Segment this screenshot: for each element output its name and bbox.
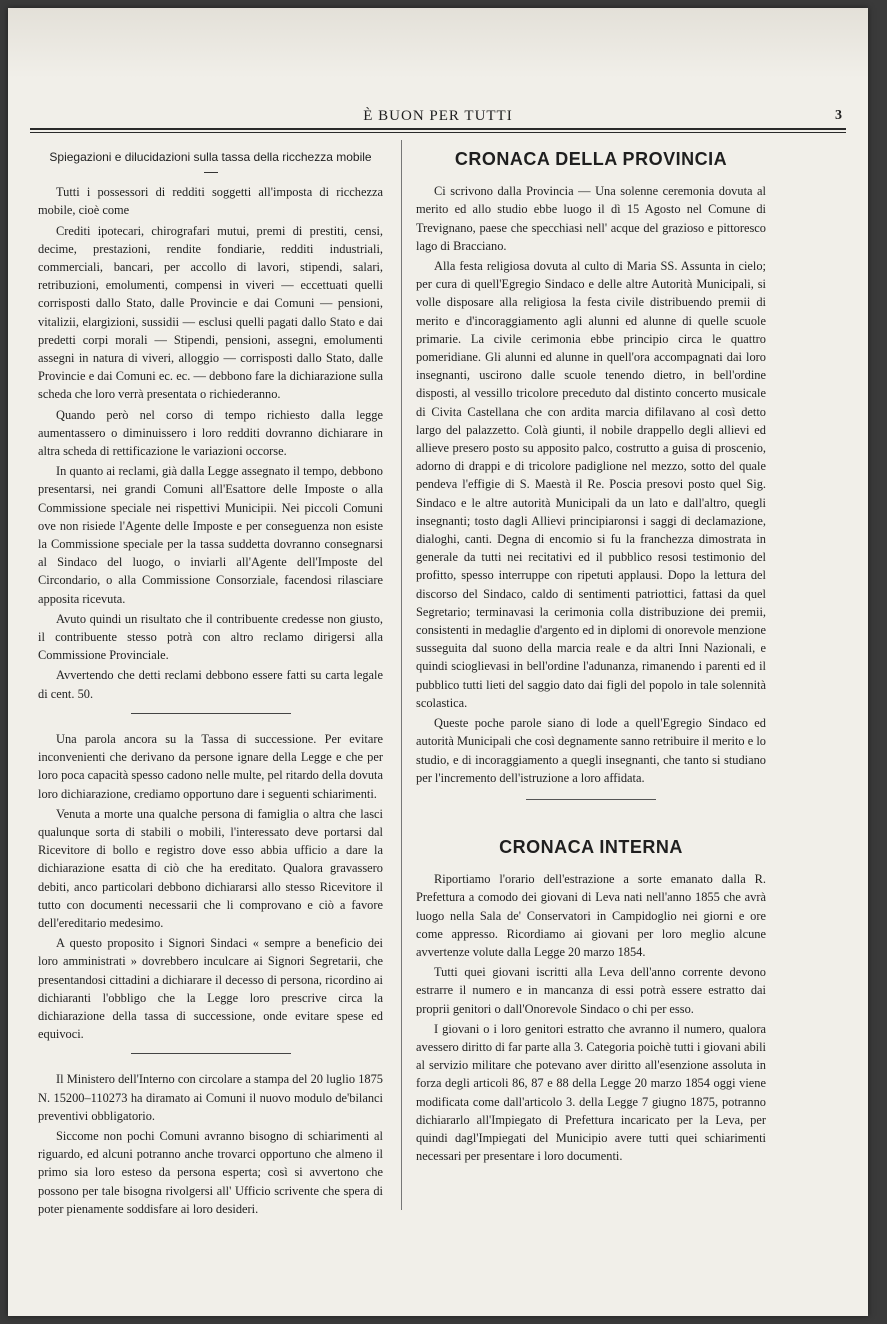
column-divider [401, 140, 402, 1210]
paragraph: Quando però nel corso di tempo richiesto dalla legge aumentassero o diminuissero i loro redditi dovranno dichiarare in altra scheda di rettificazione le variazioni occorse. [38, 407, 383, 459]
paragraph: I giovani o i loro genitori estratto che avranno il numero, qualora avessero diritto di far parte alla 3. Categoria poichè tutti i giovani abili al servizio militare che potevano aver diritto all'esenzione assoluta in forza degli articoli 86, 87 e 88 della Legge 20 marzo 1854 oggi viene modificata come dall'articolo 3. della Legge 7 giugno 1875, potranno dichiararlo all'Impiegato di Prefettura incaricato per la Leva, per quindi dagl'Impiegati del Municipio avere tutti quei schiarimenti necessari per presentare i loro documenti. [416, 1021, 766, 1164]
paragraph: Il Ministero dell'Interno con circolare a stampa del 20 luglio 1875 N. 15200–110273 ha diramato ai Comuni il nuovo modulo de'bilanci preventivi obbligatorio. [38, 1072, 383, 1123]
paragraph: Avuto quindi un risultato che il contribuente credesse non giusto, il contribuente stesso potrà con altro reclamo dirigersi alla Commissione Provinciale. [38, 611, 383, 663]
page-fold-shading [8, 8, 868, 78]
section-separator [131, 713, 291, 714]
paragraph: Tutti quei giovani iscritti alla Leva dell'anno corrente devono estrarre il numero e in mancanza di essi potrà essere estratto dai proprii genitori o dall'Onorevole Sindaco o chi per esso. [416, 965, 766, 1016]
paragraph: Avvertendo che detti reclami debbono essere fatti su carta legale di cent. 50. [38, 668, 383, 701]
section-separator [131, 1053, 291, 1054]
paragraph: Ci scrivono dalla Provincia — Una solenne ceremonia dovuta al merito ed allo studio ebbe luogo il dì 15 Agosto nel Comune di Trevignano, paese che specchiasi nell' acque del grazioso e pittoresco lago di Bracciano. [416, 184, 766, 253]
header-rule-thin [30, 132, 846, 133]
newspaper-title: È BUON PER TUTTI [363, 108, 513, 124]
paragraph: Una parola ancora su la Tassa di successione. Per evitare inconvenienti che derivano da persone ignare della Legge e che per loro poca capacità spesso cadono nelle multe, pel ritardo della dovuta loro dichiarazione, crediamo opportuno dare i seguenti schiarimenti. [38, 731, 383, 801]
heading-dash [204, 172, 218, 173]
header-rule [30, 128, 846, 130]
paragraph: Crediti ipotecari, chirografari mutui, premi di prestiti, censi, decime, prestazioni, rendite fondiarie, redditi industriali, commerciali, bancari, per accollo di lavori, stipendi, salari, retribuzioni, emolumenti, compensi in viveri — eccettuati quelli corrisposti dallo Stato, dalle Provincie e dai Comuni — pensioni, vitalizii, elargizioni, sussidii — esclusi quelli pagati dallo Stato e dai predetti corpi morali — Stipendi, pensioni, assegni, emolumenti assegni in natura di viveri, alloggio — corrisposti dallo Stato, dalle Provincie e dai Comuni ec. ec. — debbono fare la dichiarazione sulla scheda che loro verrà presentata o richiederanno. [38, 223, 383, 402]
page-number: 3 [835, 108, 842, 123]
heading-cronaca-provincia: CRONACA DELLA PROVINCIA [454, 149, 728, 169]
paragraph: Alla festa religiosa dovuta al culto di Maria SS. Assunta in cielo; per cura di quell'Egregio Sindaco e delle altre Autorità Municipali, si volle disposare alla religiosa la festa civile distribuendo premii di merito e d'incoraggiamento agli alunni ed alunne di quelle scuole primarie. La civile cerimonia ebbe principio circa le quattro pomeridiane. Gli alunni ed alunne in quell'ora accompagnati dai loro insegnanti, uscirono dalle scuole tenendo dietro, in bell'ordine disposti, al vessillo tricolore preceduto dal distinto concerto musicale di Civita Castellana che con ardita marcia difilavano al così detto largo del palazzetto. Colà giunti, il nobile drappello degli allievi ed allieve presero posto su apposito palco, costrutto a guisa di proscenio, adorno di drappi e di tricolore padiglione nel mezzo, sotto del quale pendeva l'effigie di S. Maestà il Re. Poscia presovi posto quel Sig. Sindaco e le altre autorità Municipali da un lato e dall'altro, quegli insegnanti; tosto dagli Allievi principiaronsi i saggi di declamazione, dialoghi, canti. Degna di encomio si fu la franchezza dimostrata in generale da tutti nei recitativi ed il pubblico resosi testimonio del profitto, spesso interruppe con ripetuti applausi. Dopo la lettura del discorso del Sindaco, caldo di sentimenti patriottici, fattasi da quel Segretario; terminavasi la cerimonia colla distribuzione dei premii, consistenti in medaglie d'argento ed in diplomi di onorevole menzione susseguita dal suono della marcia reale e da altri Inni Nazionali, e quindi scioglievasi in bell'ordine l'adunanza, rimanendo i parenti ed il pubblico tutti lieti del saggio dato dai figli del popolo in tale solennità scolastica. [416, 259, 766, 710]
article-heading-tassa: Spiegazioni e dilucidazioni sulla tassa della ricchezza mobile [49, 150, 372, 164]
paragraph: Tutti i possessori di redditi soggetti all'imposta di ricchezza mobile, cioè come [38, 185, 383, 218]
paragraph: Riportiamo l'orario dell'estrazione a sorte emanato dalla R. Prefettura a comodo dei giovani di Leva nati nell'anno 1855 che avrà luogo nella Sala de' Conservatori in Campidoglio nei giorni e ore come appresso. Ricordiamo ai giovani per loro meglio alcune avvertenze volute dalla Legge 20 marzo 1854. [416, 872, 766, 959]
paragraph: Queste poche parole siano di lode a quell'Egregio Sindaco ed autorità Municipali che così degnamente sanno retribuire il merito e lo studio, e di incoraggiamento a quegli insegnanti, che tanto si studiano per l'incremento dell'istruzione a loro affidata. [416, 716, 766, 785]
paragraph: Venuta a morte una qualche persona di famiglia o altra che lasci qualunque sorta di stabili o mobili, l'interessato deve portarsi dal Ricevitore di bollo e registro dove esso abbia ufficio a dare la dichiarazione esatta di ciò che ha ereditato. Qualora gravassero debiti, anco particolari debbono dichiararsi allo stesso Ricevitore il tutto con documenti necessarii che li comprovano e ciò a favore dell'ereditario medesimo. [38, 806, 383, 930]
left-column [38, 146, 383, 1220]
heading-cronaca-interna: CRONACA INTERNA [499, 836, 683, 857]
right-column [416, 146, 766, 1167]
paragraph: Siccome non pochi Comuni avranno bisogno di schiarimenti al riguardo, ed alcuni potranno anche trovarci opportuno che almeno il primo sia loro esteso da persona esperta; così si avvertono che possono per tale bisogna rivolgersi all' Ufficio scrivente che spera di poter pienamente soddisfare ai loro desideri. [38, 1128, 383, 1216]
paragraph: A questo proposito i Signori Sindaci « sempre a beneficio dei loro amministrati » dovrebbero inculcare ai Signori Segretarii, che presentandosi cittadini a dichiarare il decesso di persona, ricordino ai dichiaranti l'obbligo che la Legge loro prescrive circa la dichiarazione della tassa di successione, onde evitare spese ed equivoci. [38, 936, 383, 1042]
newspaper-page [8, 8, 868, 1316]
section-separator [526, 799, 656, 800]
paragraph: In quanto ai reclami, già dalla Legge assegnato il tempo, debbono presentarsi, nei grandi Comuni all'Esattore delle Imposte o alla Commissione speciale nei rispettivi Municipii. Nei piccoli Comuni ove non risiede l'Agente delle Imposte e per conseguenza non esiste la Commissione speciale per la tassa suddetta dovranno consegnarsi al Sindaco del luogo, o inviarli all'Agente dell'Imposte del Circondario, o alla Commissione Consorziale, facendosi rilasciare apposita ricevuta. [38, 464, 383, 606]
page-header [30, 108, 846, 130]
